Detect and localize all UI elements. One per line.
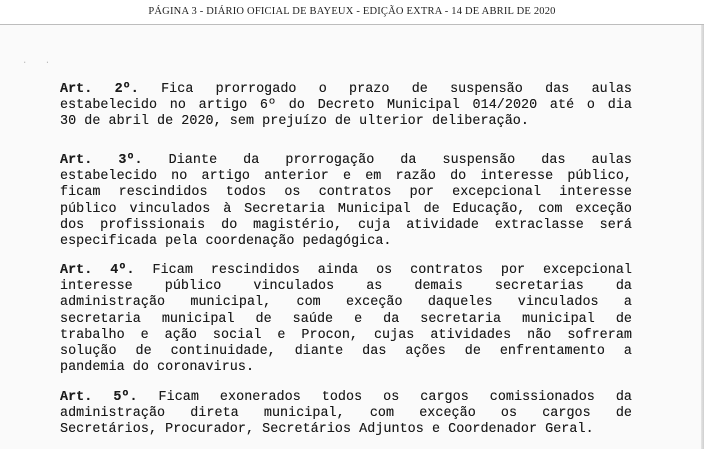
scan-specks: · · [22,58,57,68]
article-text: Diante da prorrogação da suspensão das aulas [168,153,632,168]
article-text-line: Secretários, Procurador, Secretários Adjuntos e Coordenador Geral. [60,422,594,438]
article-text-line: administração municipal, com exceção daqueles vinculados a [60,295,632,311]
article-text-line: 30 de abril de 2020, sem prejuízo de ulterior deliberação. [60,114,529,130]
article-text-line: interesse público vinculados as demais secretarias da [60,279,632,295]
article-text-line: dos profissionais do magistério, cuja atividade extraclasse será [60,217,632,233]
article-number: 4º. [110,263,135,278]
article-text-line: especificada pela coordenação pedagógica. [60,233,392,249]
article-text-line: administração direta municipal, com exceção os cargos de [60,406,632,422]
article-text-line: público vinculados à Secretaria Municipal de Educação, com exceção [60,201,632,217]
article-text-line: ficam rescindidos todos os contratos por excepcional interesse [60,185,632,201]
article-3 [60,153,632,250]
article-text-line: estabelecido no artigo 6º do Decreto Municipal 014/2020 até o dia [60,98,632,114]
article-text-line: pandemia do coronavirus. [60,360,255,376]
article-2 [60,82,632,131]
article-5 [60,390,632,439]
article-text: Fica prorrogado o prazo de suspensão das aulas [161,82,632,97]
article-label: Art. [60,82,93,97]
article-text: Ficam rescindidos ainda os contratos por excepcional [152,263,632,278]
article-number: 2º. [114,82,139,97]
article-4 [60,263,632,376]
article-first-line [60,82,632,98]
article-text-line: secretaria municipal de saúde e da secretaria municipal de [60,311,632,327]
article-text-line: estabelecido no artigo anterior e em razão do interesse público, [60,169,632,185]
article-label: Art. [60,263,93,278]
article-text-line: trabalho e ação social e Procon, cujas atividades não sofreram [60,327,632,343]
article-number: 3º. [118,153,143,168]
article-first-line [60,390,632,406]
article-text-line: solução de continuidade, diante das ações de enfrentamento a [60,343,632,359]
article-text: Ficam exonerados todos os cargos comissionados da [158,390,632,405]
article-label: Art. [60,153,93,168]
article-first-line [60,153,632,169]
article-first-line [60,263,632,279]
article-number: 5º. [113,390,138,405]
article-label: Art. [60,390,93,405]
page-header: PÁGINA 3 - DIÁRIO OFICIAL DE BAYEUX - EDIÇÃO EXTRA - 14 DE ABRIL DE 2020 [148,6,556,17]
